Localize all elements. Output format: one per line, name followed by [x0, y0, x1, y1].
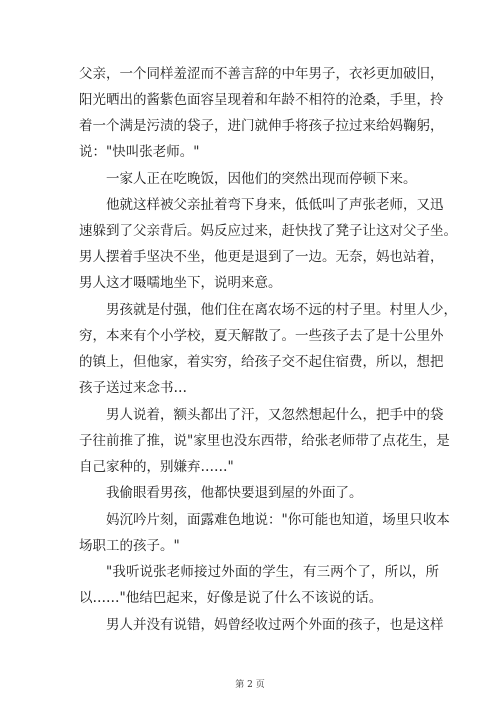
paragraph-line: 孩子送过来念书…	[79, 380, 187, 396]
paragraph-line: 妈沉吟片刻，面露难色地说："你可能也知道，场里只收本	[106, 512, 450, 528]
paragraph-line: 一家人正在吃晚饭，因他们的突然出现而停顿下来。	[106, 171, 417, 187]
paragraph-line: 我偷眼看男孩，他都快要退到屋的外面了。	[106, 485, 363, 501]
paragraph-line: 阳光晒出的酱紫色面容呈现着和年龄不相符的沧桑，手里，拎	[79, 92, 444, 108]
paragraph-line: "我听说张老师接过外面的学生，有三两个了，所以，所	[106, 564, 439, 580]
paragraph-line: 的镇上，但他家，着实穷，给孩子交不起住宿费，所以，想把	[79, 354, 444, 370]
paragraph-line: 自己家种的，别嫌弃……"	[79, 459, 234, 475]
paragraph-line: 子往前推了推，说"家里也没东西带，给张老师带了点花生，是	[79, 433, 450, 449]
paragraph-line: 父亲，一个同样羞涩而不善言辞的中年男子，衣衫更加破旧，	[79, 66, 444, 82]
paragraph-line: 速躲到了父亲背后。妈反应过来，赶快找了凳子让这对父子坐。	[79, 223, 457, 239]
paragraph-line: 男人并没有说错，妈曾经收过两个外面的孩子，也是这样	[106, 617, 444, 633]
paragraph-line: 男人摆着手坚决不坐，他更是退到了一边。无奈，妈也站着，	[79, 249, 444, 265]
paragraph-line: 男人说着，额头都出了汗，又忽然想起什么，把手中的袋	[106, 407, 444, 423]
paragraph-line: 男人这才嗫嚅地坐下，说明来意。	[79, 275, 282, 291]
paragraph-line: 场职工的孩子。"	[79, 538, 180, 554]
paragraph-line: 男孩就是付强，他们住在离农场不远的村子里。村里人少，	[106, 302, 457, 318]
paragraph-line: 他就这样被父亲扯着弯下身来，低低叫了声张老师，又迅	[106, 197, 444, 213]
page-number: 第 2 页	[235, 680, 265, 690]
paragraph-line: 以……"他结巴起来，好像是说了什么不该说的话。	[79, 590, 383, 606]
paragraph-line: 穷，本来有个小学校，夏天解散了。一些孩子去了是十公里外	[79, 328, 444, 344]
paragraph-line: 说："快叫张老师。"	[79, 144, 200, 160]
paragraph-line: 着一个满是污渍的袋子，进门就伸手将孩子拉过来给妈鞠躬，	[79, 118, 444, 134]
